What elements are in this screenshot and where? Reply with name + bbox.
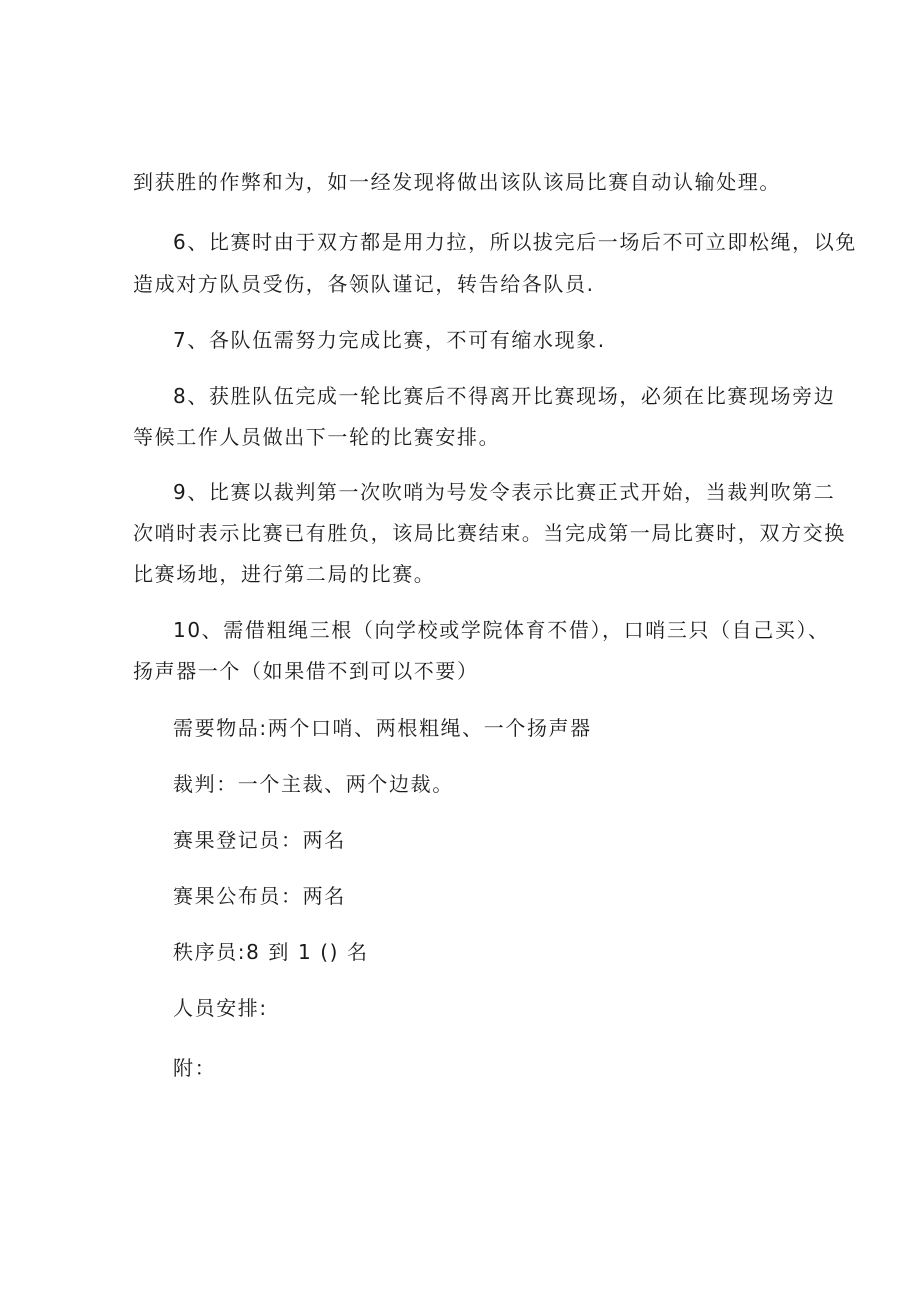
item-6-line-2: 造成对方队员受伤，各领队谨记，转告给各队员. <box>133 272 595 296</box>
needed-items-line: 需要物品:两个口哨、两根粗绳、一个扬声器 <box>173 716 592 740</box>
order-staff-line: 秩序员:8 到 1 () 名 <box>173 940 369 964</box>
staffing-heading: 人员安排: <box>173 996 268 1020</box>
result-announcers-line: 赛果公布员：两名 <box>173 884 346 908</box>
item-9-line-2: 次哨时表示比赛已有胜负，该局比赛结束。当完成第一局比赛时，双方交换 <box>133 521 846 545</box>
appendix-heading: 附： <box>173 1056 217 1080</box>
referees-line: 裁判：一个主裁、两个边裁。 <box>173 772 454 796</box>
item-6-line-1: 6、比赛时由于双方都是用力拉，所以拔完后一场后不可立即松绳，以免 <box>173 230 857 254</box>
item-8-line-2: 等候工作人员做出下一轮的比赛安排。 <box>133 425 501 449</box>
text-line-1: 到获胜的作弊和为，如一经发现将做出该队该局比赛自动认输处理。 <box>133 170 781 194</box>
item-10-line-2: 扬声器一个（如果借不到可以不要） <box>133 659 479 683</box>
result-recorders-line: 赛果登记员：两名 <box>173 828 346 852</box>
item-9-line-1: 9、比赛以裁判第一次吹哨为号发令表示比赛正式开始，当裁判吹第二 <box>173 480 836 504</box>
item-10-line-1: 10、需借粗绳三根（向学校或学院体育不借），口哨三只（自己买）、 <box>173 618 830 642</box>
item-8-line-1: 8、获胜队伍完成一轮比赛后不得离开比赛现场，必须在比赛现场旁边 <box>173 384 836 408</box>
item-7-line-1: 7、各队伍需努力完成比赛，不可有缩水现象. <box>173 328 606 352</box>
item-9-line-3: 比赛场地，进行第二局的比赛。 <box>133 562 436 586</box>
